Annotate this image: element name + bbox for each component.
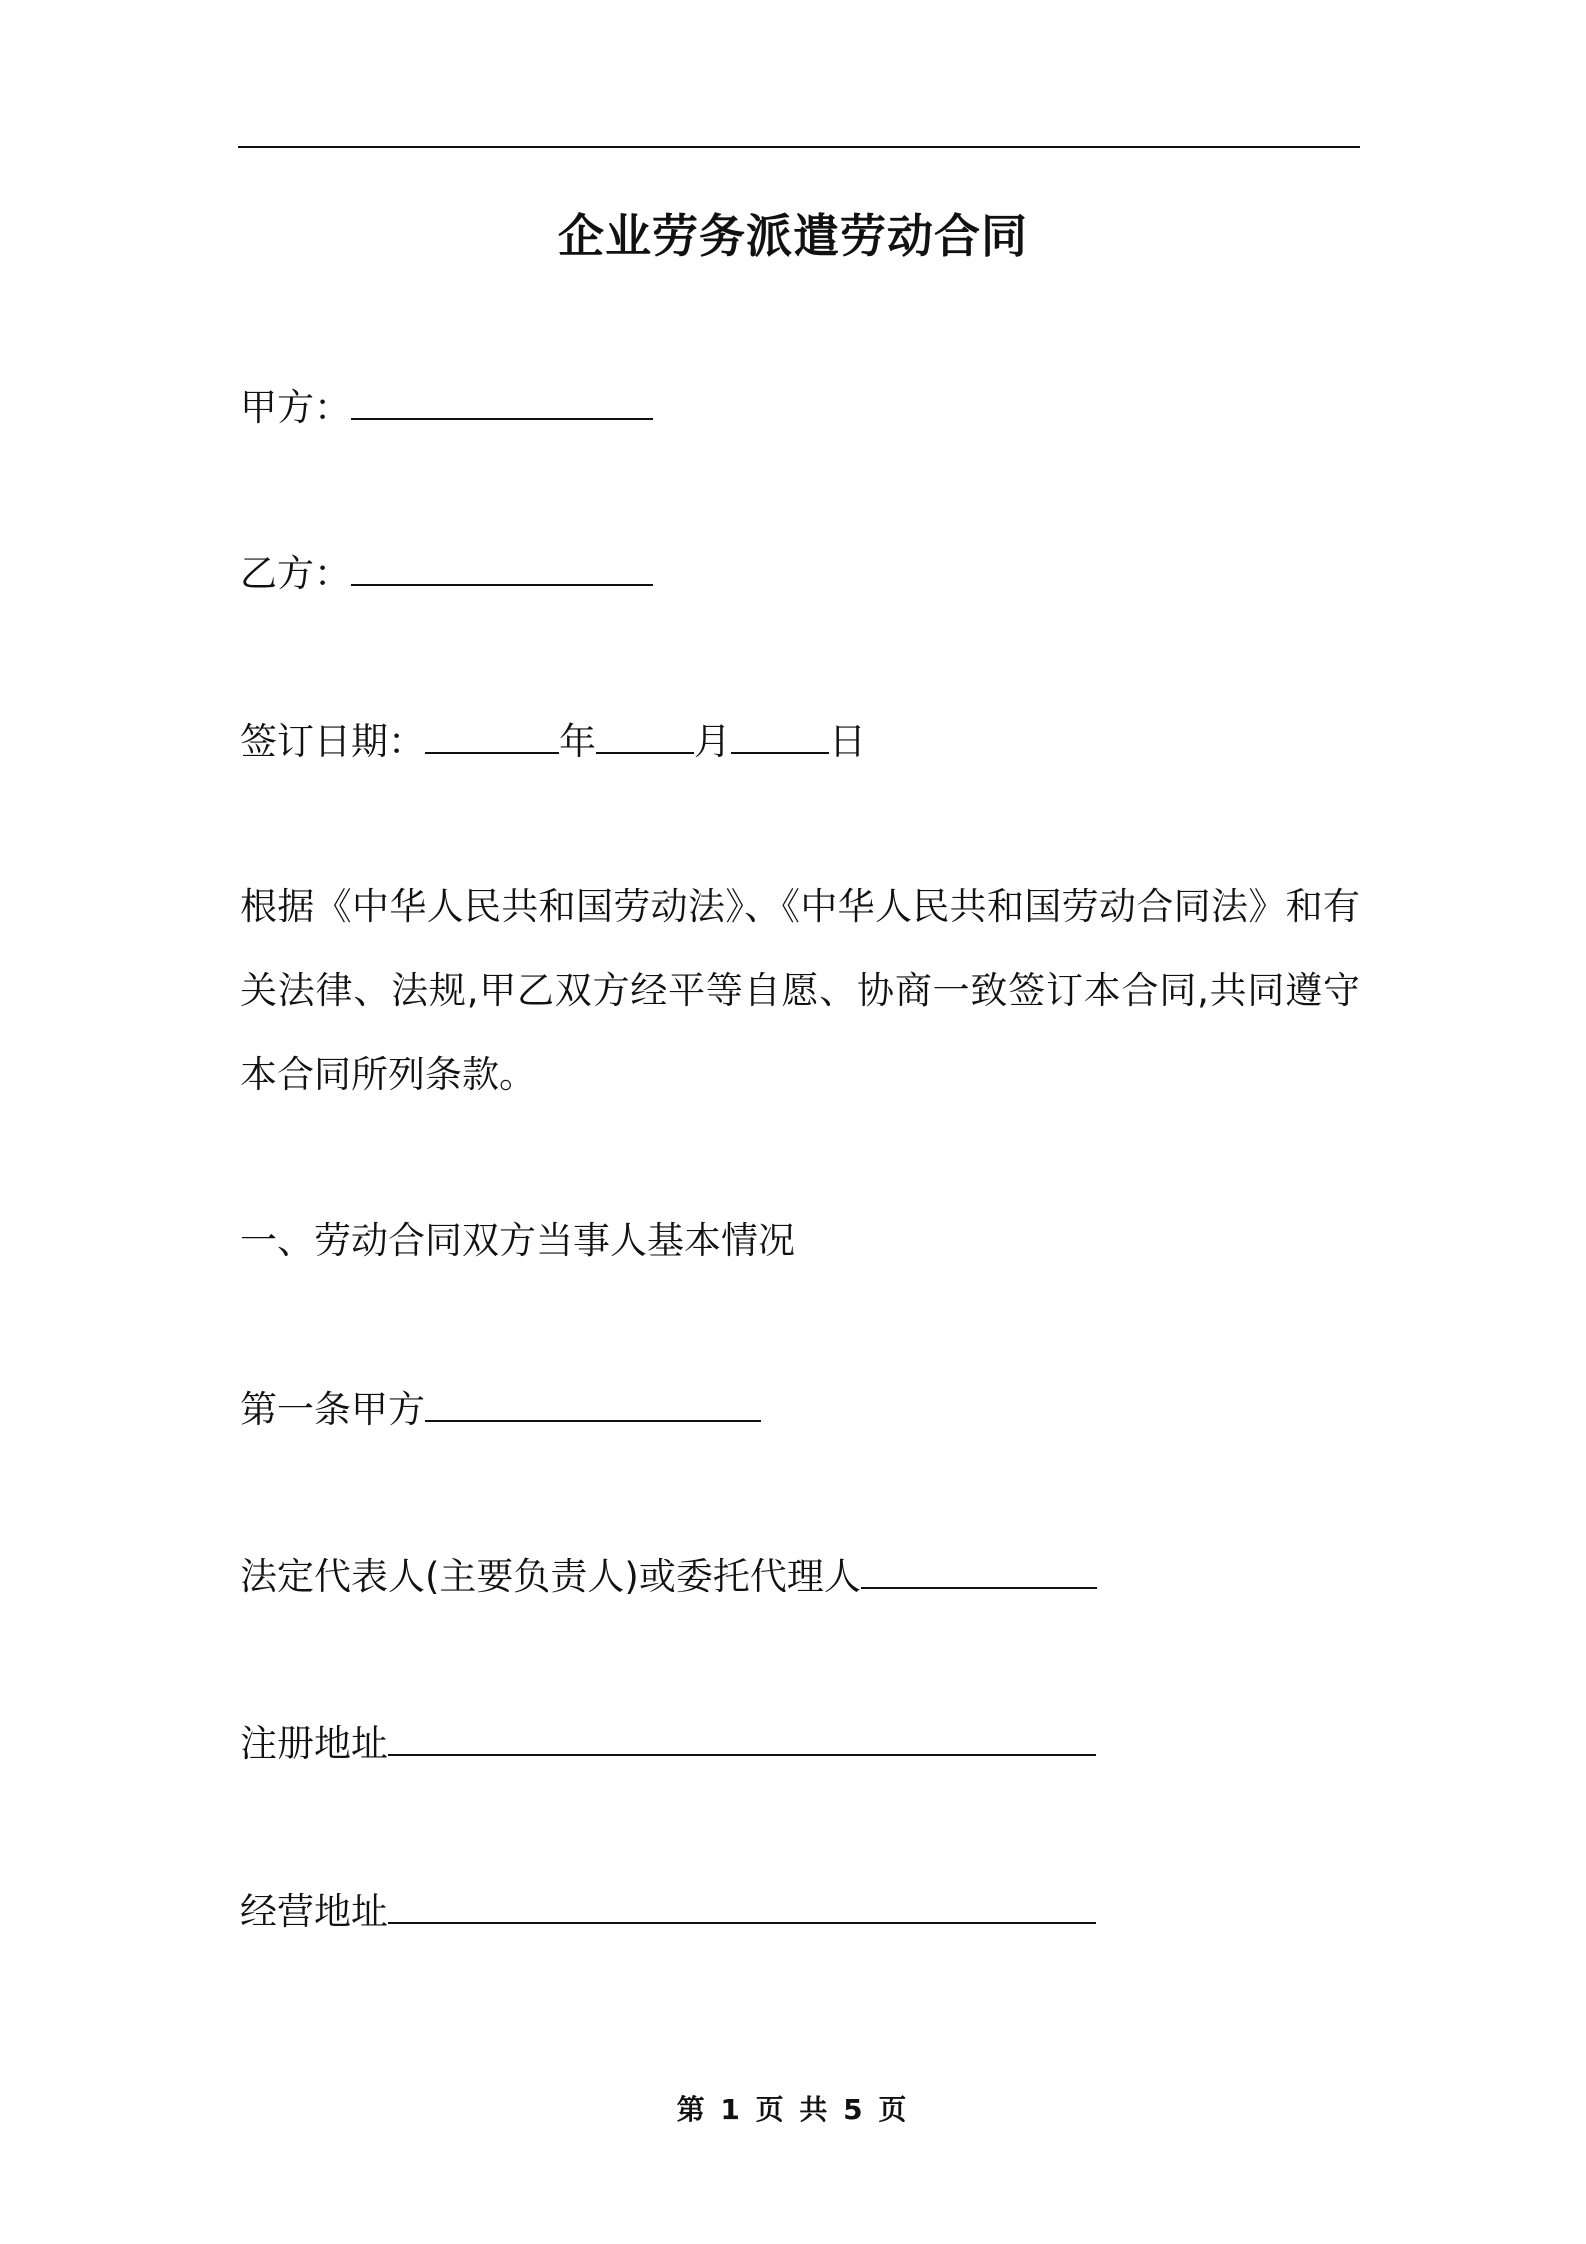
business-address-line — [240, 1886, 1096, 1937]
registered-address-line — [240, 1718, 1096, 1769]
legal-rep-line — [240, 1551, 1097, 1602]
page-indicator: 第 1 页 共 5 页 — [676, 2093, 910, 2126]
article-1-blank[interactable] — [425, 1384, 761, 1422]
sign-month-label: 月 — [694, 720, 731, 763]
business-address-label: 经营地址 — [240, 1890, 388, 1933]
party-b-line — [240, 548, 653, 599]
sign-year-label: 年 — [559, 720, 596, 763]
sign-month-blank[interactable] — [596, 716, 694, 754]
section-1-heading: 一、劳动合同双方当事人基本情况 — [240, 1219, 795, 1262]
sign-year-blank[interactable] — [425, 716, 559, 754]
party-b-label: 乙方： — [240, 552, 351, 595]
registered-address-label: 注册地址 — [240, 1722, 388, 1765]
business-address-blank[interactable] — [388, 1886, 1096, 1924]
sign-date-label: 签订日期： — [240, 720, 425, 763]
document-title: 企业劳务派遣劳动合同 — [558, 209, 1028, 263]
legal-rep-blank[interactable] — [861, 1551, 1097, 1589]
header-rule — [238, 146, 1360, 148]
party-a-label: 甲方： — [240, 386, 351, 429]
legal-rep-label: 法定代表人(主要负责人)或委托代理人 — [240, 1555, 861, 1598]
sign-date-line — [240, 716, 866, 767]
registered-address-blank[interactable] — [388, 1718, 1096, 1756]
sign-day-label: 日 — [829, 720, 866, 763]
party-a-blank[interactable] — [351, 382, 653, 420]
preamble-paragraph: 根据《中华人民共和国劳动法》、《中华人民共和国劳动合同法》和有关法律、法规,甲乙双方经平等自愿、协商一致签订本合同,共同遵守本合同所列条款。 — [240, 885, 1360, 1096]
article-1-label: 第一条甲方 — [240, 1388, 425, 1431]
sign-day-blank[interactable] — [731, 716, 829, 754]
article-1-line — [240, 1384, 761, 1435]
party-b-blank[interactable] — [351, 548, 653, 586]
party-a-line — [240, 382, 653, 433]
